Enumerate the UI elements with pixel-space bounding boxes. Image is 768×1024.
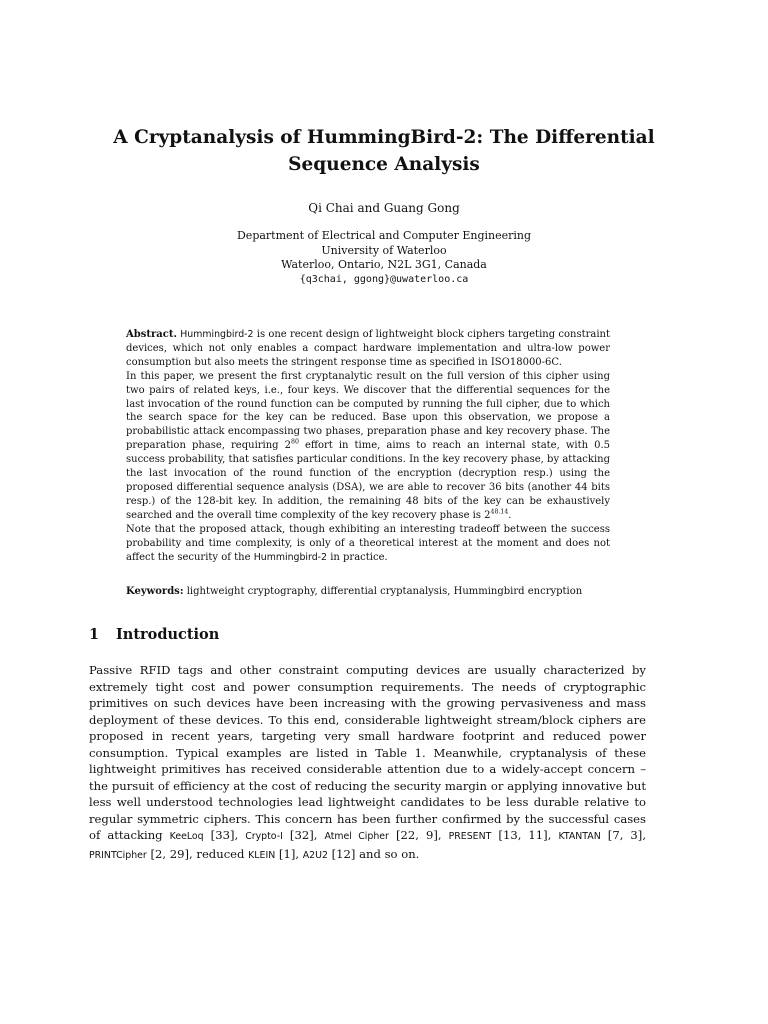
cipher-present: PRESENT: [448, 831, 492, 842]
section-heading: [89, 625, 219, 645]
cipher-name-2: Hummingbird-2: [253, 551, 328, 563]
exponent-80: 80: [291, 438, 299, 446]
intro-paragraph: [89, 662, 646, 864]
email: {q3chai, ggong}@uwaterloo.ca: [299, 273, 469, 285]
abstract-p2-text-a: In this paper, we present the first cryptanalytic result on the full version of this cipher using two pairs of related keys, i.e., four keys. We discover that the differential sequences for the last invocation of the round function can be computed by running the full cipher, due to which the search space for the key can be reduced. Base upon this observation, we propose a probabilistic attack encompassing two phases, preparation phase and key recovery phase. The preparation phase, requiring 2: [126, 370, 610, 452]
cipher-name: Hummingbird-2: [180, 329, 254, 340]
abstract: [126, 328, 610, 564]
authors: Qi Chai and Guang Gong: [308, 201, 460, 215]
abstract-label: Abstract.: [126, 329, 177, 340]
department: Department of Electrical and Computer Engineering: [236, 229, 532, 242]
abstract-paragraph-1: [126, 328, 610, 370]
ref-3: [22, 9],: [388, 828, 449, 842]
abstract-p3-text-a: Note that the proposed attack, though exhibiting an interesting tradeoff between the success probability and time complexity, is only of a theoretical interest at the moment and does not affect the security of the: [126, 523, 610, 563]
cipher-ktantan: KTANTAN: [558, 831, 601, 842]
affiliation: [0, 229, 768, 287]
ref-7: [1],: [275, 846, 303, 861]
ref-5: [7, 3],: [600, 828, 647, 842]
university: University of Waterloo: [321, 243, 447, 257]
title-line-1: A Cryptanalysis of HummingBird-2: The Differential: [113, 127, 655, 148]
paper-title: [0, 124, 768, 178]
ref-8: [12] and so on.: [327, 846, 420, 861]
keywords-label: Keywords:: [126, 586, 184, 597]
abstract-p2-text-b: effort in time, aims to reach an internal state, with 0.5 success probability, that satisfies particular conditions. In the key recovery phase, by attacking the last invocation of the round function of the encryption (decryption resp.) using the proposed differential sequence analysis (DSA), we are able to recover 36 bits (another 44 bits resp.) of the 128-bit key. In addition, the remaining 48 bits of the key can be exhaustively searched and the overall time complexity of the key recovery phase is 2: [126, 440, 611, 521]
address: Waterloo, Ontario, N2L 3G1, Canada: [281, 258, 487, 271]
section-number: 1: [89, 626, 100, 643]
cipher-klein: KLEIN: [248, 849, 276, 861]
cipher-keeloq: KeeLoq: [169, 831, 204, 842]
abstract-paragraph-2: [126, 370, 610, 523]
cipher-a2u2: A2U2: [302, 849, 328, 861]
intro-text: Passive RFID tags and other constraint computing devices are usually characterized by extremely tight cost and power consumption requirements. The needs of cryptographic primitives on such devices have been increasing with the growing pervasiveness and mass deployment of these devices. To this end, considerable lightweight stream/block ciphers are proposed in recent years, targeting very small hardware footprint and reduced power consumption. Typical examples are listed in Table 1. Meanwhile, cryptanalysis of these lightweight primitives has received considerable attention due to a widely-accept concern – the pursuit of efficiency at the cost of reducing the security margin or applying innovative but less well understood technologies lead lightweight candidates to be less durable relative to regular symmetric ciphers. This concern has been further confirmed by the successful cases of attacking: [89, 663, 646, 842]
abstract-p3-text-b: in practice.: [327, 551, 388, 563]
abstract-p2-text-c: .: [508, 509, 512, 521]
cipher-atmel: Atmel Cipher: [324, 831, 389, 842]
keywords: [126, 585, 610, 599]
ref-2: [32],: [282, 828, 325, 842]
ref-4: [13, 11],: [491, 828, 559, 842]
abstract-paragraph-3: [126, 523, 610, 565]
abstract-p1-text: is one recent design of lightweight block ciphers targeting constraint devices, which not only enables a compact hardware implementation and ultra-low power consumption but also meets the stringent response time as specified in ISO18000-6C.: [126, 329, 610, 368]
ref-1: [33],: [203, 828, 246, 842]
keywords-text: lightweight cryptography, differential cryptanalysis, Hummingbird encryption: [186, 586, 583, 597]
exponent-48-14: 48.14: [490, 508, 509, 516]
cipher-crypto-i: Crypto-I: [245, 831, 283, 842]
ref-6: [2, 29], reduced: [146, 846, 249, 861]
section-title: Introduction: [116, 626, 220, 643]
title-line-2: Sequence Analysis: [288, 154, 480, 175]
cipher-printcipher: PRINTCipher: [89, 849, 147, 861]
